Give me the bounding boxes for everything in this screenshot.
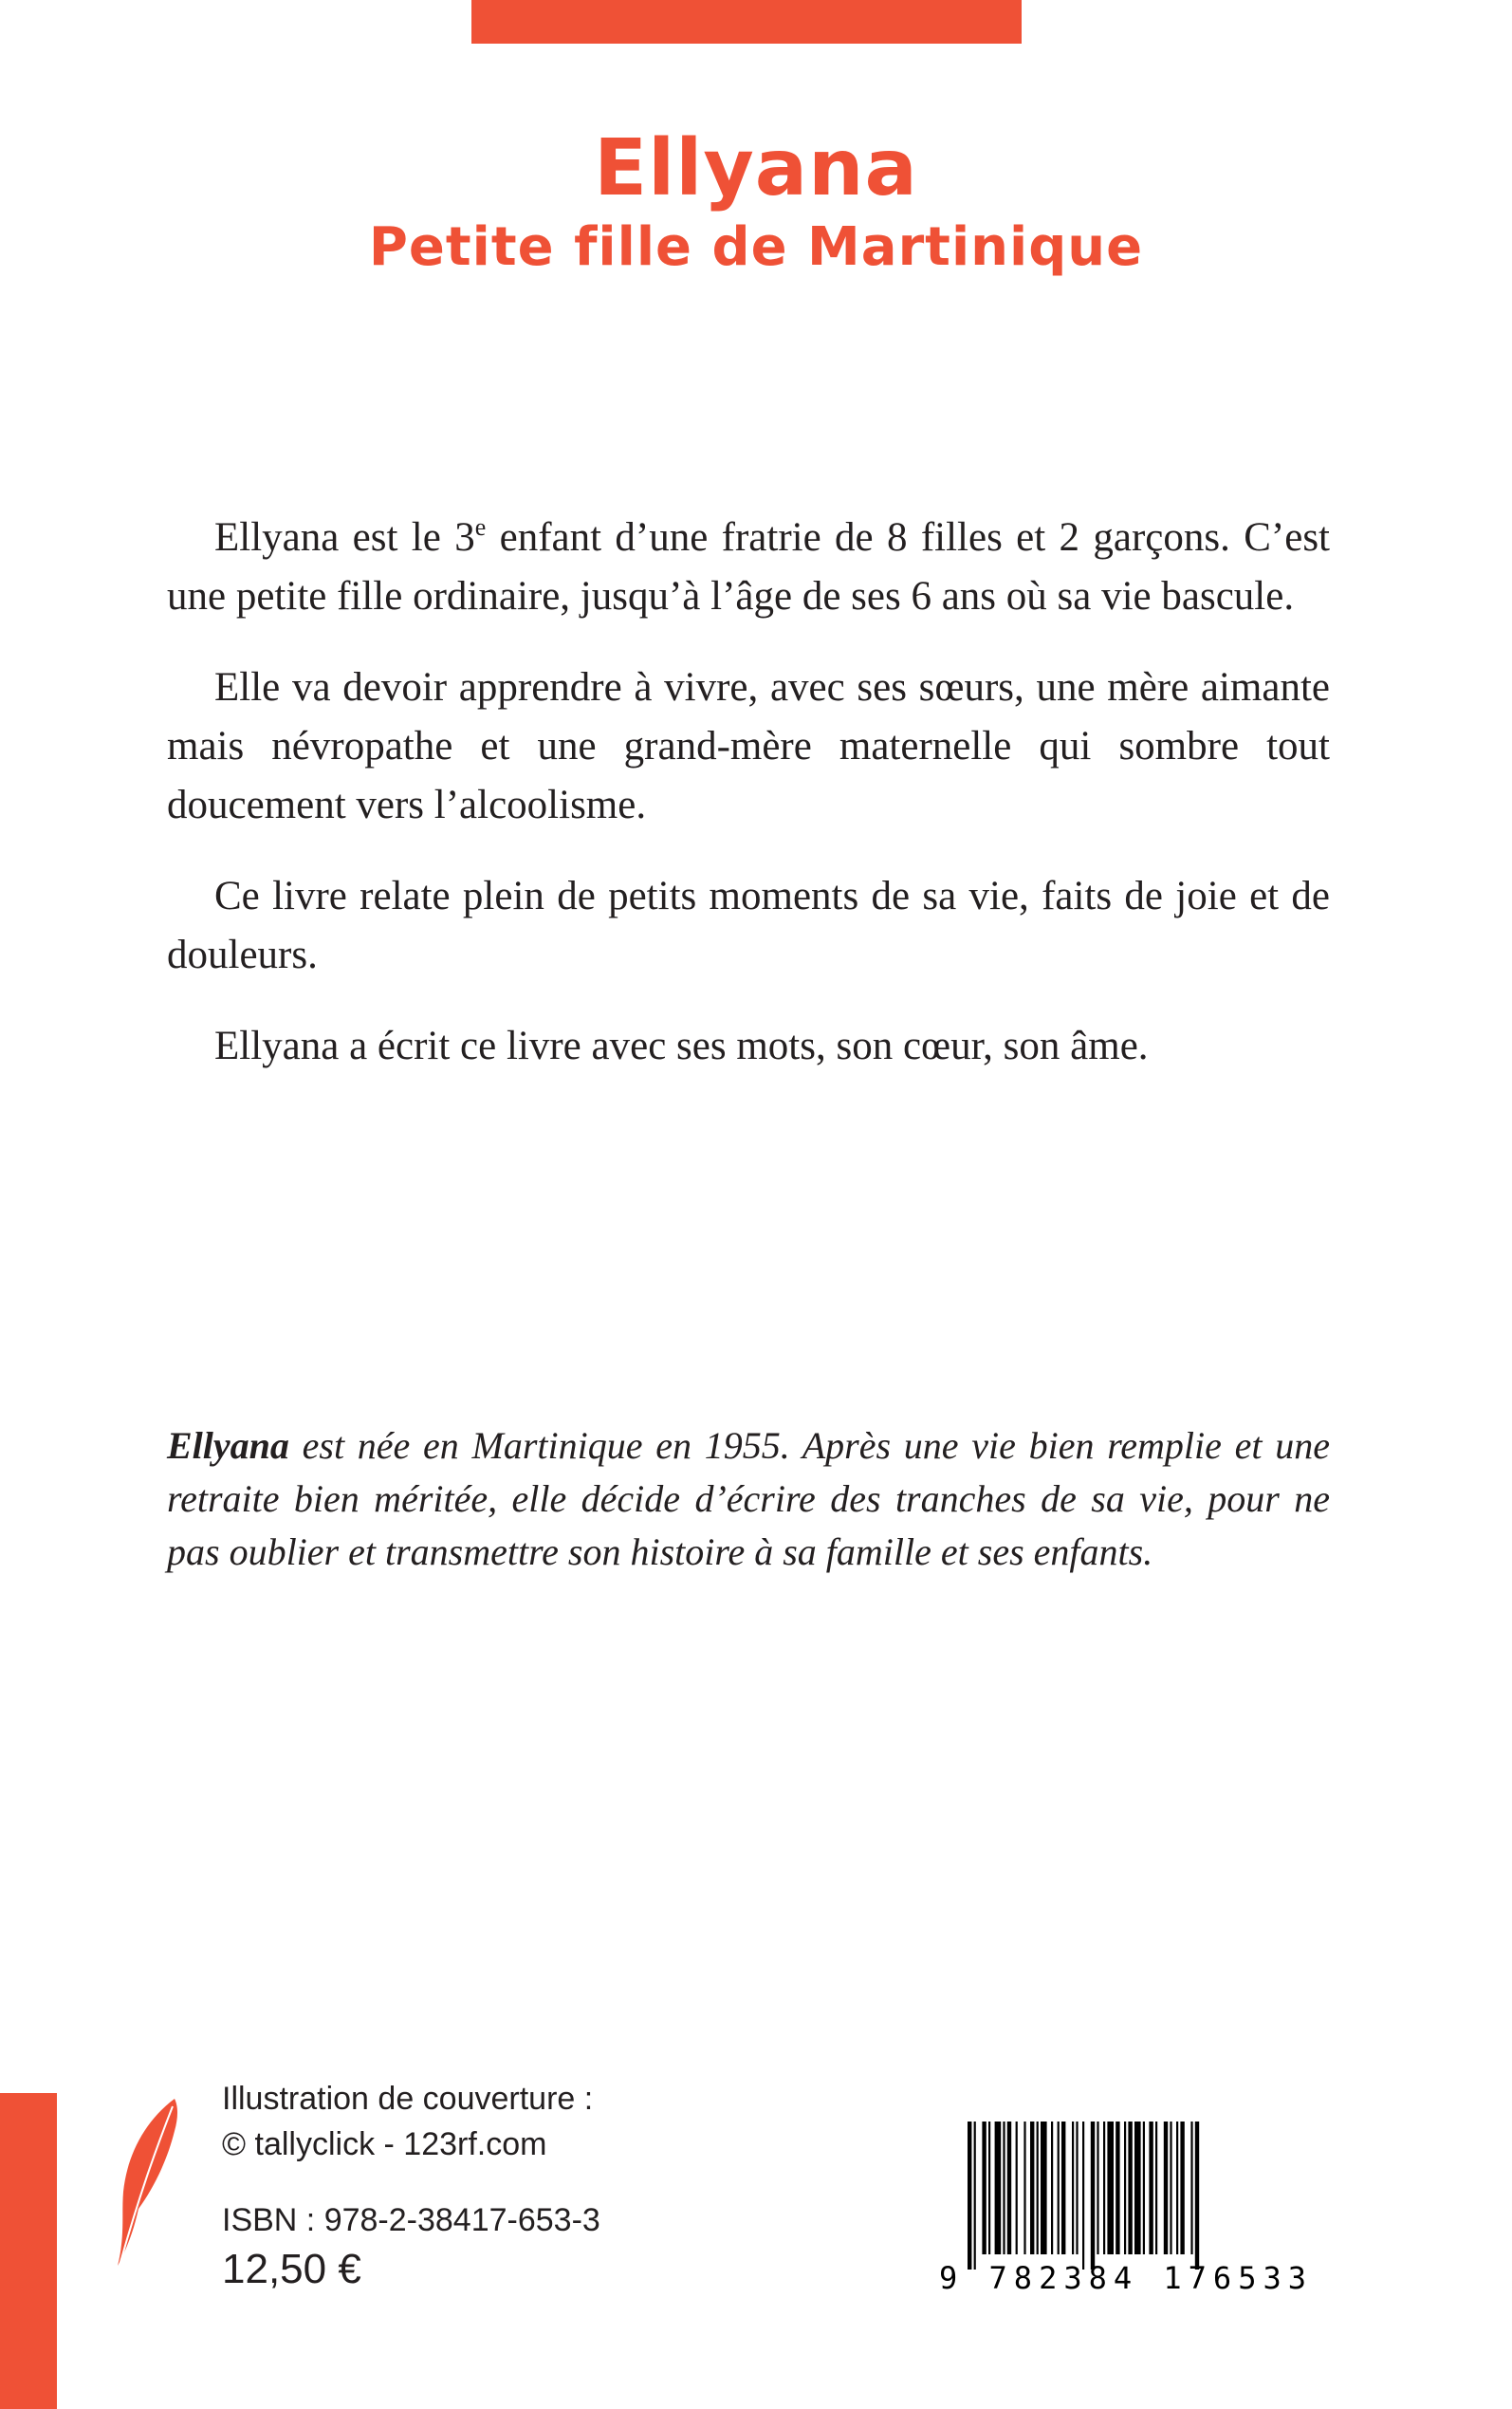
ordinal-superscript: e xyxy=(474,513,487,541)
barcode-bar xyxy=(995,2122,1002,2254)
author-name: Ellyana xyxy=(167,1424,289,1467)
book-title: Ellyana xyxy=(594,123,918,213)
barcode-bar xyxy=(1176,2122,1178,2254)
left-accent-bar xyxy=(0,2093,57,2409)
blurb-text: enfant d’une fratrie de 8 filles et 2 garçons. C’est une petite fille ordinaire, jusqu’à l’âge de ses 6 ans où sa vie bascule. xyxy=(167,515,1330,619)
barcode-bar xyxy=(1076,2122,1078,2254)
barcode-bar xyxy=(1180,2122,1184,2254)
credits-line: Illustration de couverture : xyxy=(222,2081,594,2117)
barcode-bar xyxy=(1003,2122,1005,2254)
barcode-bar xyxy=(1082,2122,1084,2270)
barcode-bar xyxy=(1107,2122,1114,2254)
barcode-bar xyxy=(1016,2122,1018,2254)
barcode-digits: 9 782384 176533 xyxy=(939,2260,1313,2296)
barcode-bar xyxy=(1037,2122,1039,2254)
credits-line: © tallyclick - 123rf.com xyxy=(222,2126,547,2162)
back-cover-blurb xyxy=(167,509,1330,1108)
cover-credits xyxy=(222,2076,593,2167)
barcode-bar xyxy=(1097,2122,1098,2254)
feather-icon xyxy=(106,2093,192,2273)
author-bio xyxy=(167,1419,1330,1579)
barcode-bar xyxy=(1061,2122,1065,2254)
barcode-bar xyxy=(1058,2122,1060,2254)
barcode-bar xyxy=(1195,2122,1199,2270)
barcode-bar xyxy=(1164,2122,1168,2254)
barcode-bar xyxy=(988,2122,990,2254)
barcode-icon xyxy=(939,2122,1328,2273)
blurb-paragraph: Ellyana a écrit ce livre avec ses mots, son cœur, son âme. xyxy=(214,1024,1149,1068)
barcode-bar xyxy=(1030,2122,1034,2254)
price: 12,50 € xyxy=(222,2246,361,2292)
barcode-bar xyxy=(1023,2122,1025,2254)
barcode-bar xyxy=(982,2122,986,2254)
barcode-bar xyxy=(1124,2122,1126,2254)
author-bio-text: est née en Martinique en 1955. Après une vie bien remplie et une retraite bien méritée, elle décide d’écrire des tranches de sa vie, pour ne pas oublier et transmettre son histoire à sa famille et ses enfants. xyxy=(167,1424,1330,1573)
top-accent-bar xyxy=(471,0,1022,44)
isbn: ISBN : 978-2-38417-653-3 xyxy=(222,2202,600,2238)
barcode-bar xyxy=(1116,2122,1119,2254)
barcode-bar xyxy=(974,2122,976,2270)
barcode-bar xyxy=(1091,2122,1095,2270)
barcode-bar xyxy=(968,2122,971,2270)
barcode-bar xyxy=(1041,2122,1047,2254)
blurb-text: Ellyana est le 3 xyxy=(214,515,475,560)
barcode-bar xyxy=(1134,2122,1141,2254)
barcode-bar xyxy=(1170,2122,1171,2254)
barcode-bar xyxy=(1072,2122,1074,2254)
barcode-bar xyxy=(1143,2122,1145,2254)
barcode-bar xyxy=(1103,2122,1105,2254)
barcode-bar xyxy=(1051,2122,1053,2254)
barcode-bar xyxy=(1128,2122,1132,2254)
barcode-bar xyxy=(1149,2122,1152,2254)
blurb-paragraph xyxy=(167,509,1330,626)
barcode-bar xyxy=(1007,2122,1011,2254)
blurb-paragraph: Ce livre relate plein de petits moments de sa vie, faits de joie et de douleurs. xyxy=(167,874,1330,977)
book-subtitle: Petite fille de Martinique xyxy=(368,216,1144,278)
barcode-bar xyxy=(1155,2122,1157,2254)
blurb-paragraph: Elle va devoir apprendre à vivre, avec ses sœurs, une mère aimante mais névropathe et une grand-mère maternelle qui sombre tout doucement vers l’alcoolisme. xyxy=(167,665,1330,827)
barcode-bar xyxy=(1190,2122,1192,2254)
